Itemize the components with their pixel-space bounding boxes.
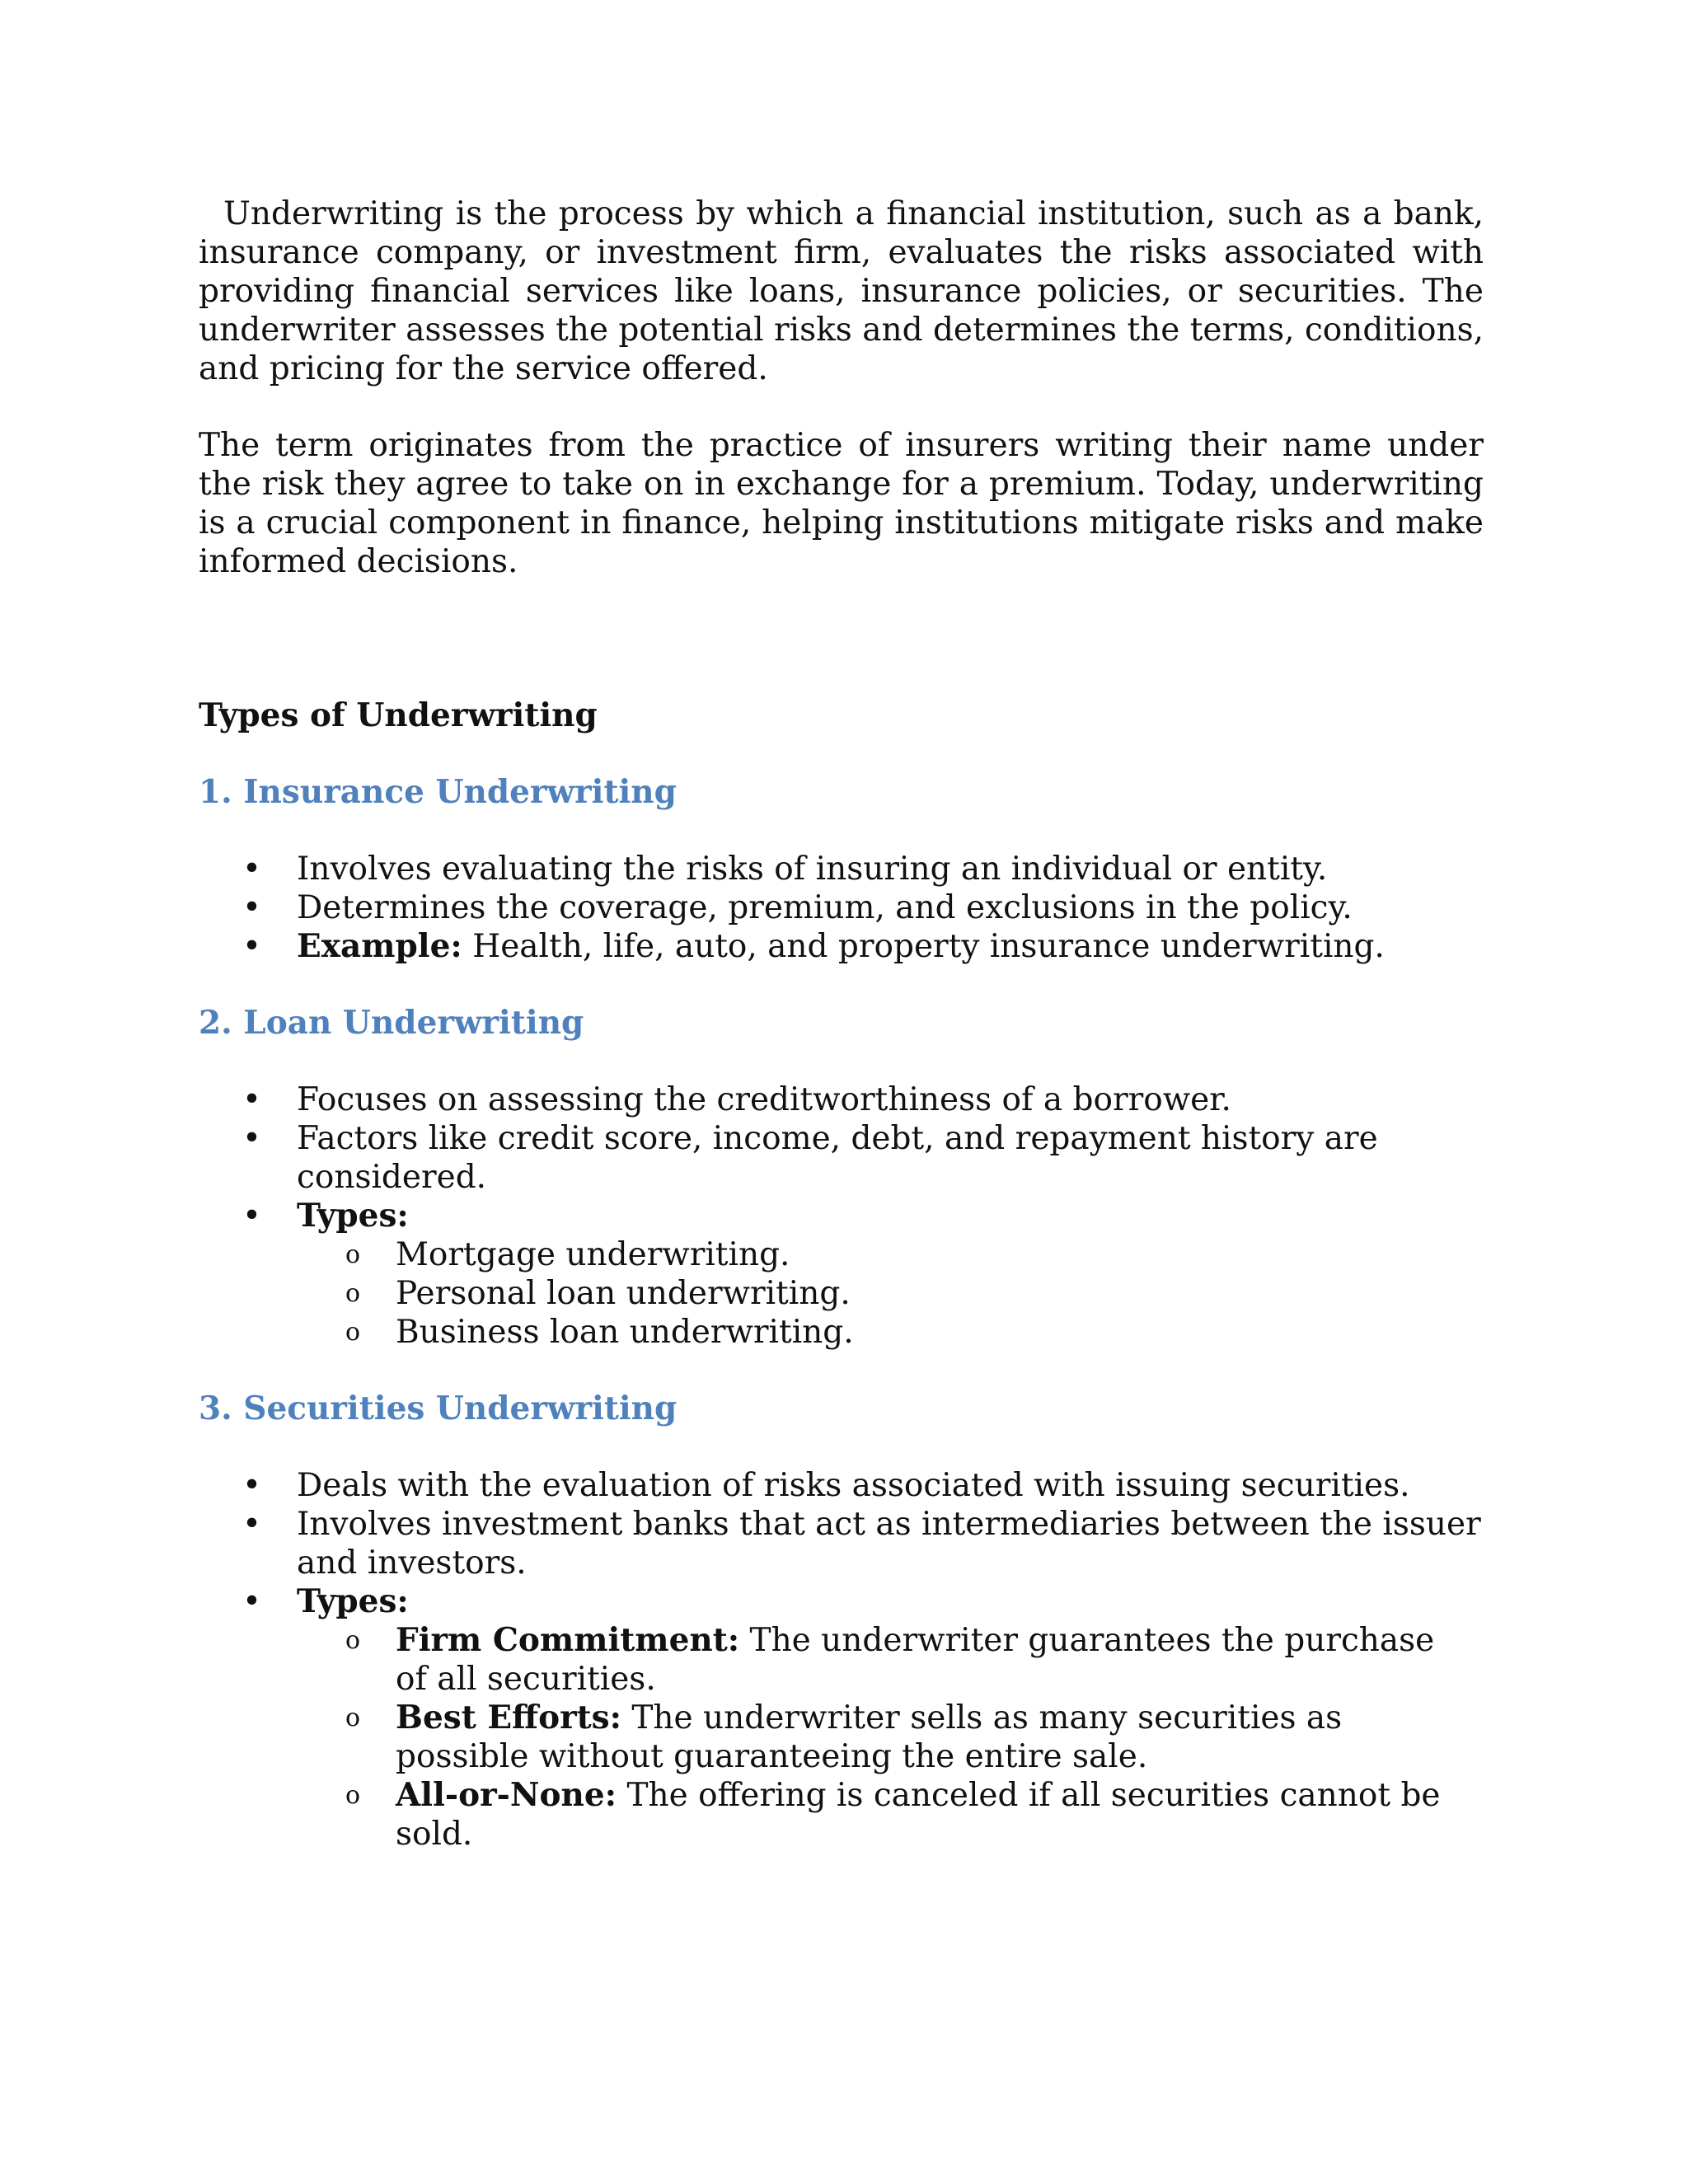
sub-list-item-label: Best Efforts: [396, 1699, 621, 1736]
circle-bullet-icon: o [345, 1626, 361, 1655]
circle-bullet-icon: o [345, 1704, 361, 1732]
sub-list-item-text: Business loan underwriting. [396, 1314, 854, 1351]
document-page [199, 194, 1484, 1854]
sub-list-item-text: Mortgage underwriting. [396, 1236, 790, 1273]
list-item [242, 850, 1484, 888]
sub-list-item [345, 1313, 1484, 1352]
circle-bullet-icon: o [345, 1240, 361, 1269]
sub-list-item-label: Firm Commitment: [396, 1621, 740, 1659]
list-item-label: Types: [297, 1582, 409, 1620]
bullet-icon: • [242, 1506, 262, 1543]
bullet-icon: • [242, 1467, 262, 1504]
list-item-text: Determines the coverage, premium, and exclusions in the policy. [297, 889, 1353, 926]
list-item [242, 1582, 1484, 1854]
list-item-label: Types: [297, 1197, 409, 1235]
list-item-text: Focuses on assessing the creditworthiness of a borrower. [297, 1081, 1231, 1118]
list-item [242, 1119, 1484, 1197]
sub-list-item-text: Personal loan underwriting. [396, 1275, 851, 1312]
bullet-icon: • [242, 1583, 262, 1620]
circle-bullet-icon: o [345, 1781, 361, 1810]
bullet-icon: • [242, 1197, 262, 1235]
bullet-icon: • [242, 889, 262, 926]
circle-bullet-icon: o [345, 1318, 361, 1347]
insurance-bullet-list [199, 850, 1484, 966]
sub-list-item [345, 1776, 1484, 1854]
list-item-text: Health, life, auto, and property insurance underwriting. [462, 928, 1385, 965]
list-item-text: Factors like credit score, income, debt, and repayment history are considered. [297, 1120, 1378, 1196]
list-item [242, 1080, 1484, 1119]
section-heading-securities: 3. Securities Underwriting [199, 1390, 678, 1427]
list-item [242, 1466, 1484, 1505]
loan-types-sublist [297, 1235, 1484, 1352]
list-item [242, 927, 1484, 966]
sub-list-item [345, 1699, 1484, 1776]
intro-paragraph-2: The term originates from the practice of insurers writing their name under the risk they agree to take on in exchange for a premium. Today, underwriting is a crucial component in finance, helping institutions mitigate risks and make informed decisions. [199, 427, 1484, 580]
list-item [242, 1505, 1484, 1582]
securities-types-sublist [297, 1621, 1484, 1854]
sub-list-item-text: The underwriter sells as many securities as possible without guaranteeing the entire sale. [396, 1699, 1343, 1775]
list-item [242, 888, 1484, 927]
bullet-icon: • [242, 1120, 262, 1157]
list-item-label: Example: [297, 927, 462, 965]
list-item [242, 1197, 1484, 1352]
section-heading-loan: 2. Loan Underwriting [199, 1004, 584, 1042]
sub-list-item-label: All-or-None: [396, 1776, 617, 1814]
sub-list-item [345, 1621, 1484, 1699]
list-item-text: Involves evaluating the risks of insuring an individual or entity. [297, 851, 1328, 888]
securities-bullet-list [199, 1466, 1484, 1854]
circle-bullet-icon: o [345, 1279, 361, 1308]
list-item-text: Involves investment banks that act as intermediaries between the issuer and investors. [297, 1506, 1481, 1582]
bullet-icon: • [242, 928, 262, 965]
section-heading-insurance: 1. Insurance Underwriting [199, 773, 677, 811]
sub-list-item-text: The offering is canceled if all securities cannot be sold. [396, 1777, 1441, 1853]
intro-paragraph-1: Underwriting is the process by which a financial institution, such as a bank, insurance company, or investment firm, evaluates the risks associated with providing financial services like loans, insurance policies, or securities. The underwriter assesses the potential risks and determines the terms, conditions, and pricing for the service offered. [199, 195, 1484, 387]
types-heading: Types of Underwriting [199, 696, 598, 734]
sub-list-item-text: The underwriter guarantees the purchase of all securities. [396, 1622, 1435, 1698]
sub-list-item [345, 1274, 1484, 1313]
bullet-icon: • [242, 851, 262, 888]
bullet-icon: • [242, 1081, 262, 1118]
loan-bullet-list [199, 1080, 1484, 1352]
list-item-text: Deals with the evaluation of risks associated with issuing securities. [297, 1467, 1410, 1504]
sub-list-item [345, 1235, 1484, 1274]
